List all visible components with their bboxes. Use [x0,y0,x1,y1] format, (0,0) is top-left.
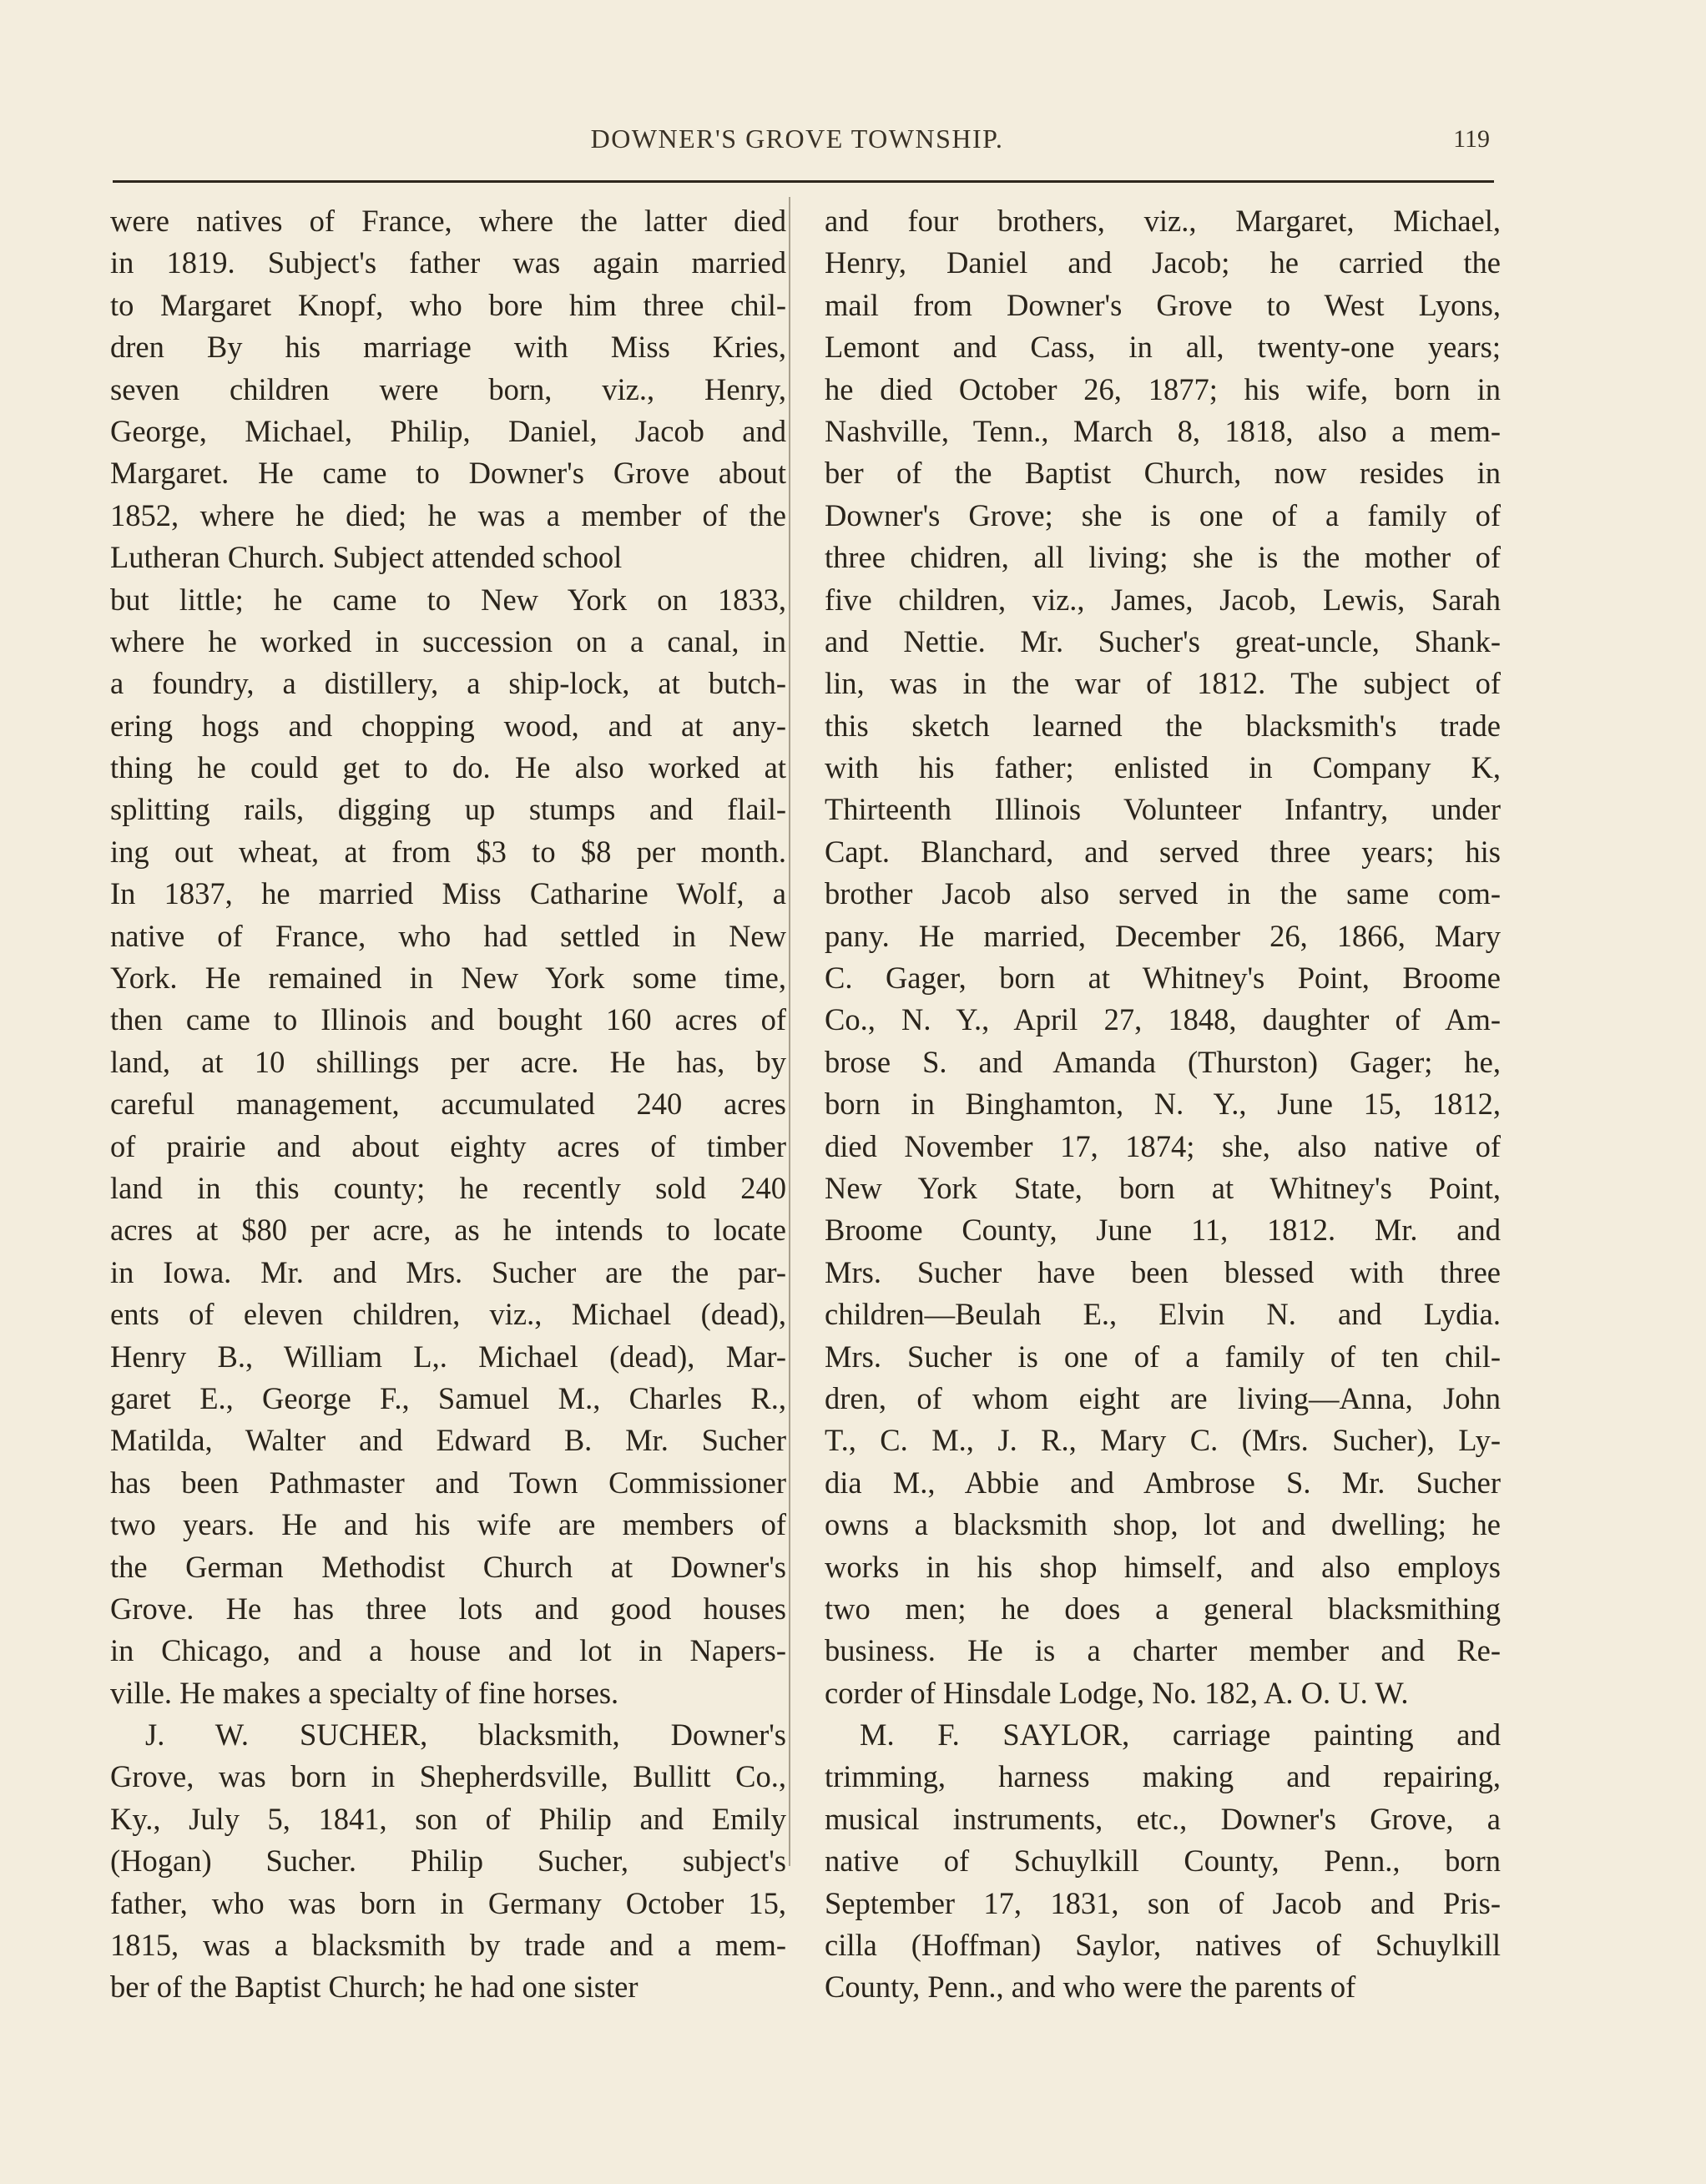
text-line: New York State, born at Whitney's Point, [825,1170,1501,1205]
page-header [104,124,1490,165]
text-line: Mrs. Sucher is one of a family of ten chil- [825,1339,1501,1374]
text-line: native of Schuylkill County, Penn., born [825,1844,1501,1879]
text-line: in Iowa. Mr. and Mrs. Sucher are the par- [110,1254,786,1289]
text-line: native of France, who had settled in New [110,918,786,953]
text-line: ville. He makes a specialty of fine horses. [110,1675,619,1710]
text-line: dren, of whom eight are living—Anna, John [825,1380,1501,1415]
text-line: J. W. SUCHER, blacksmith, Downer's [145,1717,786,1753]
text-line: where he worked in succession on a canal, in [110,623,786,658]
text-line: T., C. M., J. R., Mary C. (Mrs. Sucher), Ly- [825,1423,1501,1458]
right-column [825,200,1501,2009]
text-line: he died October 26, 1877; his wife, born in [825,371,1501,406]
text-line: corder of Hinsdale Lodge, No. 182, A. O. U. W. [825,1675,1409,1710]
text-line: works in his shop himself, and also employs [825,1549,1501,1584]
text-line: C. Gager, born at Whitney's Point, Broome [825,961,1501,996]
text-line: cilla (Hoffman) Saylor, natives of Schuylkill [825,1928,1501,1963]
left-column [110,200,786,2009]
text-line: ering hogs and chopping wood, and at any- [110,708,786,743]
text-line: County, Penn., and who were the parents of [825,1970,1356,2005]
text-line: Henry, Daniel and Jacob; he carried the [825,245,1501,280]
text-line: Ky., July 5, 1841, son of Philip and Emily [110,1801,786,1836]
text-line: careful management, accumulated 240 acres [110,1087,786,1122]
text-line: Matilda, Walter and Edward B. Mr. Sucher [110,1423,786,1458]
text-line: dren By his marriage with Miss Kries, [110,330,786,365]
text-line: business. He is a charter member and Re- [825,1633,1501,1668]
text-line: Thirteenth Illinois Volunteer Infantry, under [825,792,1501,827]
text-line: a foundry, a distillery, a ship-lock, at butch- [110,666,786,701]
text-line: brose S. and Amanda (Thurston) Gager; he, [825,1044,1501,1079]
text-line: in 1819. Subject's father was again married [110,245,786,280]
text-line: Lemont and Cass, in all, twenty-one years; [825,330,1501,365]
text-line: Capt. Blanchard, and served three years; his [825,834,1501,869]
text-line: Downer's Grove; she is one of a family of [825,497,1501,532]
text-line: dia M., Abbie and Ambrose S. Mr. Sucher [825,1465,1501,1500]
text-line: were natives of France, where the latter died [110,204,786,238]
text-line: thing he could get to do. He also worked at [110,750,786,785]
text-line: of prairie and about eighty acres of timber [110,1128,786,1163]
text-line: M. F. SAYLOR, carriage painting and [860,1717,1501,1753]
text-line: ber of the Baptist Church, now resides in [825,456,1501,491]
text-line: ber of the Baptist Church; he had one sister [110,1970,638,2005]
text-line: children—Beulah E., Elvin N. and Lydia. [825,1297,1501,1332]
running-head: DOWNER'S GROVE TOWNSHIP. [590,124,1004,154]
text-line: Co., N. Y., April 27, 1848, daughter of Am- [825,1002,1501,1037]
text-line: Grove, was born in Shepherdsville, Bullitt Co., [110,1759,786,1794]
text-line: then came to Illinois and bought 160 acres of [110,1002,786,1037]
text-line: the German Methodist Church at Downer's [110,1549,786,1584]
column-divider [789,197,790,1866]
text-line: In 1837, he married Miss Catharine Wolf, a [110,876,786,911]
text-line: and Nettie. Mr. Sucher's great-uncle, Shank- [825,623,1501,658]
text-line: and four brothers, viz., Margaret, Michael, [825,204,1501,238]
text-line: (Hogan) Sucher. Philip Sucher, subject's [110,1844,786,1879]
page-number: 119 [1453,125,1490,153]
text-line: to Margaret Knopf, who bore him three chil- [110,287,786,322]
text-line: Grove. He has three lots and good houses [110,1591,786,1626]
text-line: September 17, 1831, son of Jacob and Pris- [825,1885,1501,1920]
text-line: has been Pathmaster and Town Commissioner [110,1465,786,1500]
header-rule [113,180,1494,183]
text-line: Broome County, June 11, 1812. Mr. and [825,1213,1501,1248]
text-line: Henry B., William L,. Michael (dead), Mar- [110,1339,786,1374]
text-line: 1852, where he died; he was a member of the [110,497,786,532]
text-line: ing out wheat, at from $3 to $8 per month. [110,834,786,869]
text-line: pany. He married, December 26, 1866, Mary [825,918,1501,953]
text-line: ents of eleven children, viz., Michael (dead), [110,1297,786,1332]
text-line: brother Jacob also served in the same com- [825,876,1501,911]
text-line: this sketch learned the blacksmith's trade [825,708,1501,743]
text-line: three chidren, all living; she is the mother of [825,540,1501,575]
text-line: father, who was born in Germany October 15, [110,1885,786,1920]
text-line: born in Binghamton, N. Y., June 15, 1812, [825,1087,1501,1122]
text-line: splitting rails, digging up stumps and flail- [110,792,786,827]
text-line: five children, viz., James, Jacob, Lewis, Sarah [825,582,1501,617]
text-line: two men; he does a general blacksmithing [825,1591,1501,1626]
text-line: owns a blacksmith shop, lot and dwelling; he [825,1507,1501,1542]
text-line: 1815, was a blacksmith by trade and a mem- [110,1928,786,1963]
text-line: but little; he came to New York on 1833, [110,582,786,617]
text-line: Nashville, Tenn., March 8, 1818, also a mem- [825,413,1501,448]
text-line: seven children were born, viz., Henry, [110,371,786,406]
text-line: with his father; enlisted in Company K, [825,750,1501,785]
text-line: land, at 10 shillings per acre. He has, by [110,1044,786,1079]
text-line: land in this county; he recently sold 240 [110,1170,786,1205]
text-line: died November 17, 1874; she, also native of [825,1128,1501,1163]
text-line: York. He remained in New York some time, [110,961,786,996]
text-line: mail from Downer's Grove to West Lyons, [825,287,1501,322]
text-line: Lutheran Church. Subject attended school [110,540,623,575]
text-line: George, Michael, Philip, Daniel, Jacob and [110,413,786,448]
text-line: trimming, harness making and repairing, [825,1759,1501,1794]
text-line: acres at $80 per acre, as he intends to locate [110,1213,786,1248]
text-line: lin, was in the war of 1812. The subject of [825,666,1501,701]
text-line: musical instruments, etc., Downer's Grove, a [825,1801,1501,1836]
text-line: garet E., George F., Samuel M., Charles R., [110,1380,786,1415]
text-line: in Chicago, and a house and lot in Napers- [110,1633,786,1668]
text-line: Mrs. Sucher have been blessed with three [825,1254,1501,1289]
text-line: Margaret. He came to Downer's Grove about [110,456,786,491]
text-line: two years. He and his wife are members of [110,1507,786,1542]
